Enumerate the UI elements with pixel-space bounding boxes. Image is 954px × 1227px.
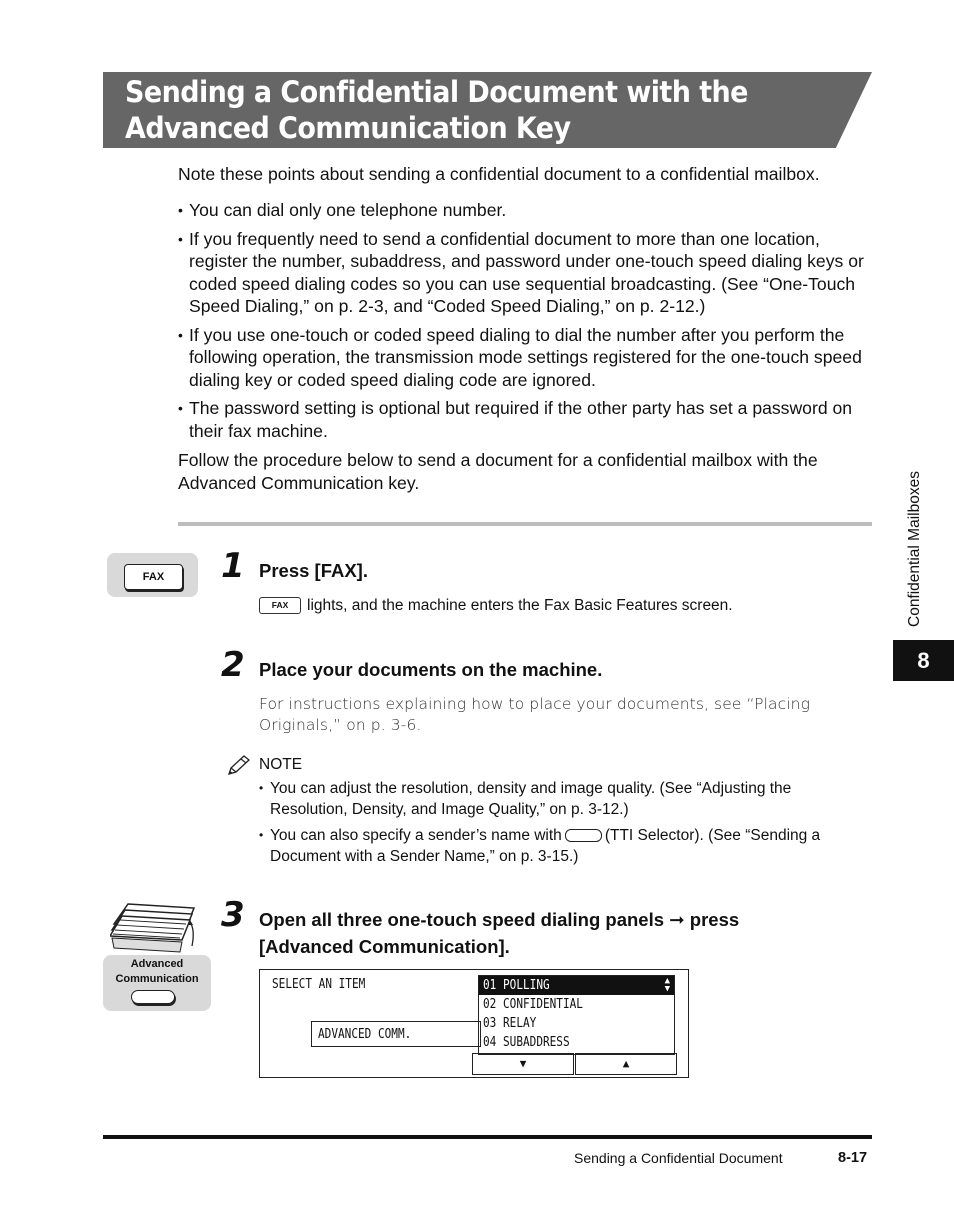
- step-1-number: 1: [221, 546, 245, 586]
- triangle-up-icon: ▲: [622, 1057, 630, 1070]
- lcd-item-list: [478, 975, 675, 1055]
- list-item: • The password setting is optional but required if the other party has set a password on their fax machine.: [178, 397, 878, 442]
- step-2-title: Place your documents on the machine.: [259, 659, 603, 680]
- list-item: [259, 825, 869, 867]
- key-label-line-1: Advanced: [130, 958, 184, 970]
- footer-section-title: Sending a Confidential Document: [574, 1150, 783, 1166]
- list-item-confidential[interactable]: [479, 995, 674, 1014]
- scroll-updown-icon: ▲ ▼: [664, 976, 670, 994]
- scroll-down-button[interactable]: [472, 1053, 574, 1075]
- footer-rule: [103, 1135, 872, 1139]
- step-3-title-line-1: Open all three one-touch speed dialing panels ➞ press: [259, 909, 740, 930]
- scroll-up-button[interactable]: [575, 1053, 677, 1075]
- advanced-communication-key-icon: [131, 990, 175, 1004]
- list-item-relay[interactable]: [479, 1014, 674, 1033]
- chapter-side-label: Confidential Mailboxes: [906, 471, 923, 627]
- triangle-down-icon: ▼: [519, 1057, 527, 1070]
- note-heading: NOTE: [259, 756, 303, 773]
- step-3-title-line-2: [Advanced Communication].: [259, 936, 510, 957]
- chapter-tab: 8: [893, 640, 954, 681]
- list-item-subaddress[interactable]: [479, 1033, 674, 1052]
- lcd-screen: [259, 969, 689, 1078]
- note-2-text-before: You can also specify a sender’s name with: [270, 827, 562, 844]
- list-item: • You can dial only one telephone number.: [178, 199, 878, 222]
- list-item: • You can adjust the resolution, density and image quality. (See “Adjusting the Resolution, Density, and Image Quality,” on p. 3-12.): [259, 778, 869, 820]
- step-1-title: Press [FAX].: [259, 560, 368, 581]
- list-item-label: 04 SUBADDRESS: [483, 1034, 570, 1050]
- list-item-polling[interactable]: [479, 976, 674, 995]
- intro-bullet-list: [178, 199, 878, 448]
- fax-key-inline-icon: FAX: [259, 597, 301, 614]
- key-label-line-2: Communication: [115, 973, 199, 985]
- procedure-intro: Follow the procedure below to send a document for a confidential mailbox with the Advanced Communication key.: [178, 450, 818, 493]
- list-item-label: 02 CONFIDENTIAL: [483, 996, 583, 1012]
- note-2-text-after: (TTI Selector). (See “Sending a Document with a Sender Name,” on p. 3-15.): [270, 827, 821, 865]
- page-title: Sending a Confidential Document with the Advanced Communication Key: [125, 75, 748, 145]
- step-2-number: 2: [221, 645, 245, 685]
- list-item: • If you use one-touch or coded speed dialing to dial the number after you perform the following operation, the transmission mode settings registered for the one-touch speed dialing key or coded speed dialing code are ignored.: [178, 324, 878, 392]
- step-1-description: [259, 596, 859, 616]
- advanced-comm-button-label: ADVANCED COMM.: [318, 1026, 412, 1042]
- speed-dial-panels-icon: [110, 898, 200, 956]
- tti-selector-key-icon: [565, 829, 602, 842]
- intro-paragraph: Note these points about sending a confidential document to a confidential mailbox.: [178, 164, 820, 184]
- step-2-description: For instructions explaining how to place your documents, see “Placing Originals,” on p. 3-6.: [259, 695, 810, 734]
- step-1-description-text: lights, and the machine enters the Fax Basic Features screen.: [307, 597, 733, 614]
- pencil-note-icon: [226, 754, 252, 778]
- advanced-communication-key-label: [103, 957, 211, 987]
- page-number: 8-17: [838, 1150, 868, 1166]
- lcd-header: SELECT AN ITEM: [272, 976, 366, 992]
- fax-key-icon: FAX: [124, 564, 183, 590]
- advanced-comm-button[interactable]: [311, 1021, 481, 1047]
- section-divider: [178, 522, 872, 526]
- step-3-number: 3: [221, 895, 245, 935]
- list-item-label: 03 RELAY: [483, 1015, 537, 1031]
- list-item-label: 01 POLLING: [483, 977, 550, 993]
- list-item: • If you frequently need to send a confidential document to more than one location, register the number, subaddress, and password under one-touch speed dialing keys or coded speed dialing codes so you can use sequential broadcasting. (See “One-Touch Speed Dialing,” on p. 2-3, and “Coded Speed Dialing,” on p. 2-12.): [178, 228, 878, 318]
- note-list: [259, 778, 869, 872]
